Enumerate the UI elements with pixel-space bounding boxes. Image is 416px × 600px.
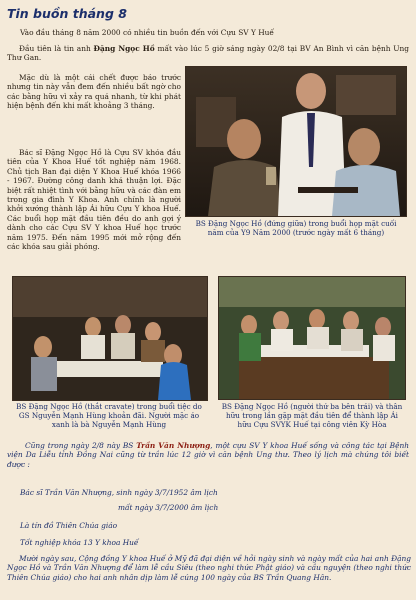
story1-lead-b: mất vào lúc 5 giờ sáng ngày 02/8 tại BV An Bình vì căn bệnh Ung Thư Gan.: [7, 44, 409, 63]
story2-died: mất ngày 3/7/2000 âm lịch: [118, 503, 219, 512]
caption-photo-y9: BS Đặng Ngọc Hồ (đứng giữa) trong buổi họp mặt cuối năm của Y9 Năm 2000 (trước ngày mất 6 tháng): [195, 219, 397, 237]
photo-park-meeting: [218, 276, 406, 400]
story2-grad: Tốt nghiệp khóa 13 Y khoa Huế: [20, 538, 139, 547]
story2-lead-a: Cũng trong ngày 2/8 này BS: [25, 441, 137, 450]
story2-lead-paragraph: [7, 441, 409, 469]
story1-lead-paragraph: [7, 44, 409, 63]
story2-lead-b: , một cựu SV Y khoa Huế sống và công tác tại Bệnh viện Da Liễu tỉnh Đồng Nai cũng từ trần lúc 12 giờ vì căn bệnh Ung thư. Theo lý lịch mà chúng tôi biết được :: [7, 441, 409, 469]
photo-park-meeting-image: [219, 277, 405, 399]
story2-faith: Là tín đồ Thiên Chúa giáo: [20, 521, 118, 530]
story1-paragraph-3: [7, 148, 181, 251]
story1-paragraph-3-text: Bác sĩ Đặng Ngọc Hồ là Cựu SV khóa đầu tiên của Y Khoa Huế tốt nghiệp năm 1968. Chủ tịch Ban đại diện Y Khoa Huế khóa 1966 - 1967. Đường công danh khá thuận lợi. Đặc biệt rất nhiệt tình với bằng hữu và các đàn em trong gia đình Y Khoa. Anh chính là người khởi xướng thành lập Ái hữu Cựu Y khoa Huế. Các buổi họp mặt đầu tiên đều do anh gợi ý dành cho các Cựu SV Y khoa Huế học trước năm 1975. Đến năm 1995 mới mở rộng đến các khóa sau giải phóng.: [7, 148, 181, 252]
page-title: Tin buồn tháng 8: [7, 6, 127, 21]
story2-name: Trần Văn Nhượng: [136, 441, 211, 450]
caption-photo-banquet: BS Đặng Ngọc Hồ (thắt cravate) trong buổi tiệc do GS Nguyễn Mạnh Hùng khoản đãi. Người mặc áo xanh là bà Nguyễn Mạnh Hùng: [16, 402, 202, 429]
photo-banquet: [12, 276, 208, 401]
story1-name: Đặng Ngọc Hồ: [93, 44, 155, 53]
caption-photo-park: BS Đặng Ngọc Hồ (người thứ ba bên trái) và thân hữu trong lần gặp mặt đầu tiên để thành lập Ái hữu Cựu SVYK Huế tại công viên Kỳ Hòa: [221, 402, 403, 429]
photo-gathering-y9: [185, 66, 407, 217]
story1-paragraph-2: Mặc dù là một cái chết được báo trước nhưng tin này vẫn đem đến nhiều bất ngờ cho các bằng hữu vì xảy ra quá nhanh, từ khi phát hiện bệnh đến khi mất khoảng 3 tháng.: [7, 73, 181, 111]
story2-closing: Mười ngày sau, Cộng đồng Y khoa Huế ở Mỹ đã đại diện về hỏi ngày sinh và ngày mất của hai anh Đặng Ngọc Hồ và Trần Văn Nhượng để làm lễ cầu Siêu (theo nghi thức Phật giáo) và cầu nguyện (theo nghi thức Thiên Chúa giáo) cho hai anh nhân dịp làm lễ cúng 100 ngày của BS Trần Quang Hân.: [7, 554, 411, 582]
intro-paragraph: Vào đầu tháng 8 năm 2000 có nhiều tin buồn đến với Cựu SV Y Huế: [20, 28, 274, 37]
story1-lead-a: Đầu tiên là tin anh: [19, 44, 94, 53]
story2-born: Bác sĩ Trần Văn Nhượng, sinh ngày 3/7/1952 âm lịch: [20, 488, 218, 497]
photo-gathering-y9-image: [186, 67, 406, 216]
photo-banquet-image: [13, 277, 207, 400]
